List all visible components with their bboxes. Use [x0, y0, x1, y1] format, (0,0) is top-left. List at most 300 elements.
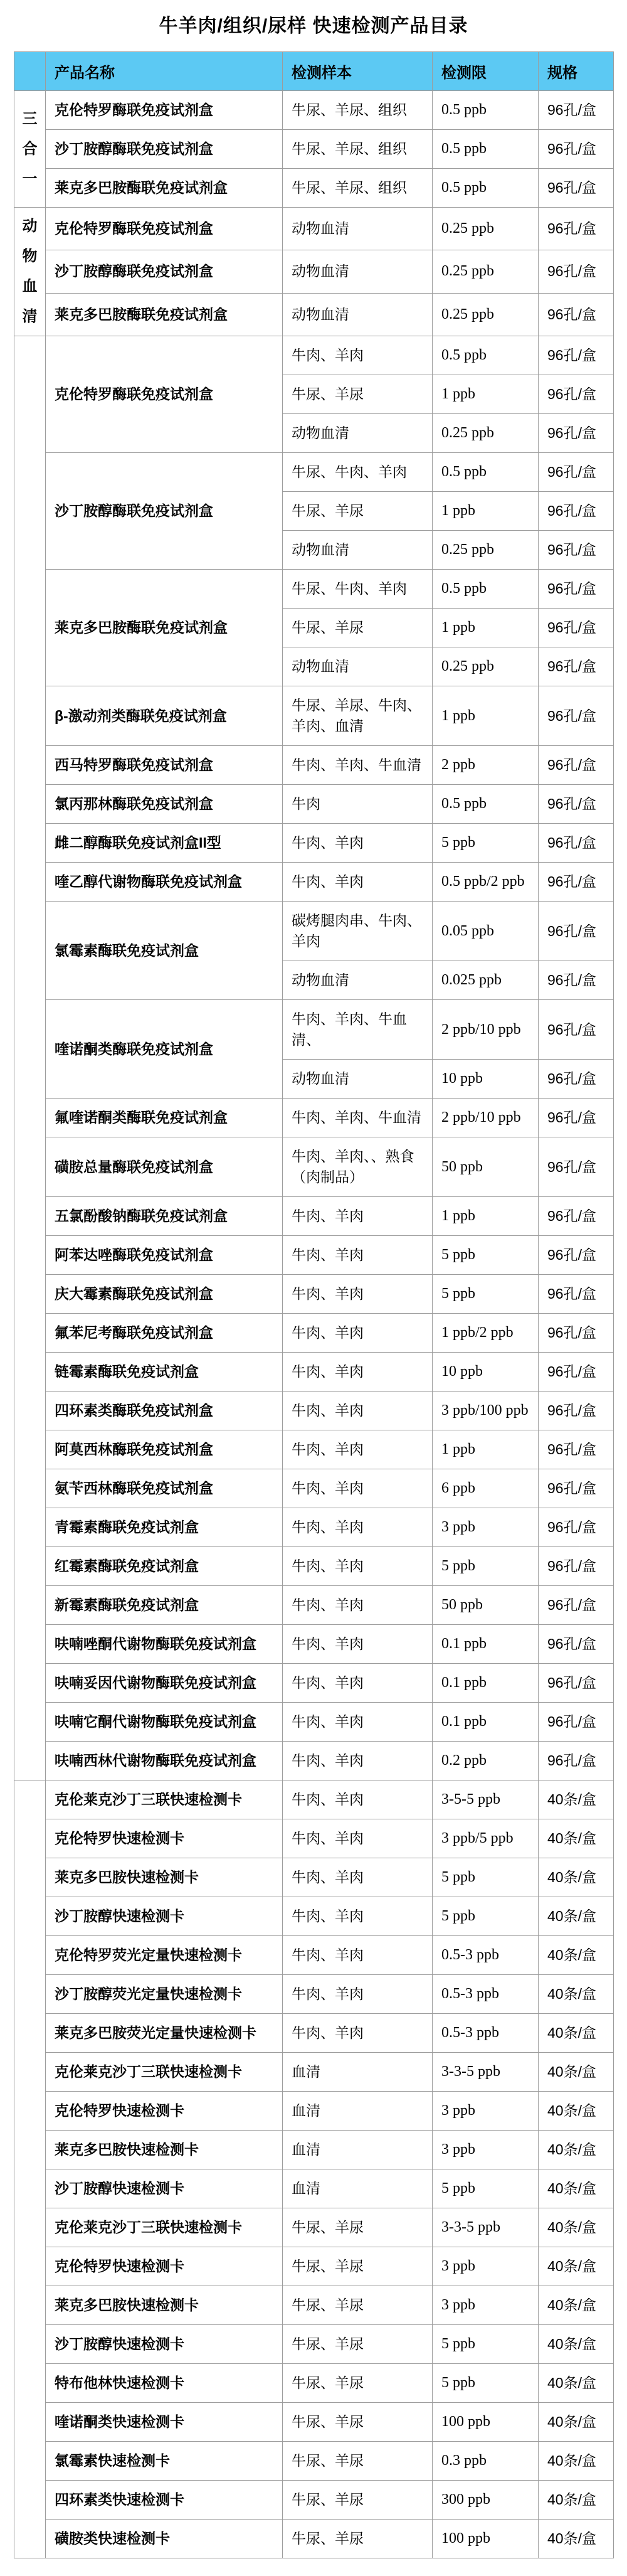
spec-cell: 96孔/盒	[539, 1742, 614, 1780]
sample-cell: 牛尿、牛肉、羊肉	[283, 570, 433, 609]
sample-cell: 血清	[283, 2092, 433, 2131]
limit-cell: 0.25 ppb	[433, 414, 539, 453]
sample-cell: 牛尿、羊尿	[283, 2481, 433, 2520]
product-name-cell: 氟喹诺酮类酶联免疫试剂盒	[46, 1099, 283, 1137]
sample-cell: 牛肉、羊肉	[283, 1586, 433, 1625]
limit-cell: 0.5-3 ppb	[433, 1975, 539, 2014]
table-row	[14, 2131, 614, 2169]
spec-cell: 96孔/盒	[539, 1275, 614, 1314]
table-row	[14, 1430, 614, 1469]
sample-cell: 牛肉、羊肉	[283, 2014, 433, 2053]
limit-cell: 0.5 ppb	[433, 570, 539, 609]
table-row	[14, 91, 614, 130]
spec-cell: 40条/盒	[539, 2325, 614, 2364]
product-name-cell: 克伦特罗荧光定量快速检测卡	[46, 1936, 283, 1975]
spec-cell: 40条/盒	[539, 1936, 614, 1975]
limit-cell: 50 ppb	[433, 1137, 539, 1197]
spec-cell: 40条/盒	[539, 2169, 614, 2208]
sample-cell: 牛肉、羊肉	[283, 824, 433, 863]
spec-cell: 96孔/盒	[539, 1236, 614, 1275]
table-row	[14, 1236, 614, 1275]
sample-cell: 动物血清	[283, 414, 433, 453]
limit-cell: 5 ppb	[433, 1897, 539, 1936]
sample-cell: 牛尿、羊尿	[283, 375, 433, 414]
table-row	[14, 1137, 614, 1197]
table-row	[14, 2092, 614, 2131]
limit-cell: 3-3-5 ppb	[433, 2053, 539, 2092]
sample-cell: 牛肉、羊肉	[283, 1197, 433, 1236]
table-row	[14, 1975, 614, 2014]
table-row	[14, 2286, 614, 2325]
sample-cell: 动物血清	[283, 208, 433, 250]
table-row	[14, 1392, 614, 1430]
product-name-cell: 特布他林快速检测卡	[46, 2364, 283, 2403]
spec-cell: 96孔/盒	[539, 1664, 614, 1703]
sample-cell: 牛肉、羊肉、牛血清	[283, 746, 433, 785]
spec-cell: 96孔/盒	[539, 293, 614, 336]
product-name-cell: 阿苯达唑酶联免疫试剂盒	[46, 1236, 283, 1275]
product-name-cell: 克伦莱克沙丁三联快速检测卡	[46, 2053, 283, 2092]
limit-cell: 5 ppb	[433, 1236, 539, 1275]
product-name-cell: 青霉素酶联免疫试剂盒	[46, 1508, 283, 1547]
sample-cell: 牛尿、牛肉、羊肉	[283, 453, 433, 492]
spec-cell: 96孔/盒	[539, 1547, 614, 1586]
table-row	[14, 1586, 614, 1625]
table-row	[14, 1547, 614, 1586]
spec-cell: 96孔/盒	[539, 91, 614, 130]
group-label-cell	[14, 208, 46, 336]
table-row	[14, 1819, 614, 1858]
spec-cell: 96孔/盒	[539, 531, 614, 570]
limit-cell: 0.5 ppb	[433, 169, 539, 208]
table-row	[14, 1275, 614, 1314]
sample-cell: 牛肉、羊肉、、熟食（肉制品）	[283, 1137, 433, 1197]
spec-cell: 40条/盒	[539, 1819, 614, 1858]
product-name-cell: 氨苄西林酶联免疫试剂盒	[46, 1469, 283, 1508]
table-row	[14, 1780, 614, 1819]
limit-cell: 1 ppb	[433, 1197, 539, 1236]
footer-spacer	[0, 2558, 627, 2576]
table-row	[14, 130, 614, 169]
catalog-table-body	[14, 91, 614, 2558]
table-row	[14, 2208, 614, 2247]
limit-cell: 0.3 ppb	[433, 2442, 539, 2481]
product-name-cell: 呋喃它酮代谢物酶联免疫试剂盒	[46, 1703, 283, 1742]
spec-cell: 96孔/盒	[539, 169, 614, 208]
spec-cell: 96孔/盒	[539, 1469, 614, 1508]
table-row	[14, 336, 614, 375]
limit-cell: 1 ppb	[433, 609, 539, 647]
product-name-cell: 呋喃妥因代谢物酶联免疫试剂盒	[46, 1664, 283, 1703]
spec-cell: 96孔/盒	[539, 824, 614, 863]
product-name-cell: 莱克多巴胺酶联免疫试剂盒	[46, 169, 283, 208]
product-name-cell: 克伦特罗酶联免疫试剂盒	[46, 336, 283, 453]
limit-cell: 0.25 ppb	[433, 208, 539, 250]
table-row	[14, 686, 614, 746]
table-row	[14, 2325, 614, 2364]
table-row	[14, 453, 614, 492]
product-name-cell: 五氯酚酸钠酶联免疫试剂盒	[46, 1197, 283, 1236]
sample-cell: 牛肉、羊肉	[283, 1742, 433, 1780]
spec-cell: 96孔/盒	[539, 1703, 614, 1742]
limit-cell: 0.25 ppb	[433, 647, 539, 686]
sample-cell: 牛肉、羊肉、牛血清	[283, 1099, 433, 1137]
sample-cell: 血清	[283, 2169, 433, 2208]
product-name-cell: 沙丁胺醇酶联免疫试剂盒	[46, 130, 283, 169]
limit-cell: 100 ppb	[433, 2403, 539, 2442]
table-row	[14, 169, 614, 208]
limit-cell: 0.25 ppb	[433, 293, 539, 336]
column-header-spec: 规格	[539, 52, 614, 91]
table-row	[14, 2169, 614, 2208]
spec-cell: 96孔/盒	[539, 453, 614, 492]
limit-cell: 5 ppb	[433, 824, 539, 863]
product-name-cell: 克伦莱克沙丁三联快速检测卡	[46, 2208, 283, 2247]
column-header-group	[14, 52, 46, 91]
header-row	[14, 52, 614, 91]
spec-cell: 40条/盒	[539, 2481, 614, 2520]
product-name-cell: 沙丁胺醇快速检测卡	[46, 2325, 283, 2364]
column-header-sample: 检测样本	[283, 52, 433, 91]
page-title: 牛羊肉/组织/尿样 快速检测产品目录	[159, 16, 468, 36]
product-name-cell: 克伦特罗快速检测卡	[46, 1819, 283, 1858]
sample-cell: 牛肉、羊肉	[283, 1508, 433, 1547]
limit-cell: 1 ppb	[433, 492, 539, 531]
limit-cell: 5 ppb	[433, 2364, 539, 2403]
limit-cell: 0.5 ppb	[433, 453, 539, 492]
spec-cell: 40条/盒	[539, 1897, 614, 1936]
table-row	[14, 824, 614, 863]
spec-cell: 96孔/盒	[539, 336, 614, 375]
limit-cell: 0.5 ppb	[433, 336, 539, 375]
product-name-cell: 阿莫西林酶联免疫试剂盒	[46, 1430, 283, 1469]
group-label-cell	[14, 336, 46, 1780]
product-catalog-table	[14, 51, 614, 2558]
sample-cell: 动物血清	[283, 531, 433, 570]
limit-cell: 1 ppb	[433, 1430, 539, 1469]
spec-cell: 96孔/盒	[539, 492, 614, 531]
spec-cell: 40条/盒	[539, 2053, 614, 2092]
spec-cell: 96孔/盒	[539, 746, 614, 785]
spec-cell: 96孔/盒	[539, 208, 614, 250]
product-name-cell: 新霉素酶联免疫试剂盒	[46, 1586, 283, 1625]
limit-cell: 3 ppb	[433, 2092, 539, 2131]
sample-cell: 动物血清	[283, 293, 433, 336]
table-row	[14, 746, 614, 785]
sample-cell: 动物血清	[283, 647, 433, 686]
product-name-cell: 喹诺酮类快速检测卡	[46, 2403, 283, 2442]
product-name-cell: 四环素类快速检测卡	[46, 2481, 283, 2520]
sample-cell: 牛肉、羊肉	[283, 1819, 433, 1858]
limit-cell: 0.5 ppb	[433, 785, 539, 824]
sample-cell: 牛尿、羊尿	[283, 2364, 433, 2403]
sample-cell: 碳烤腿肉串、牛肉、羊肉	[283, 902, 433, 961]
limit-cell: 5 ppb	[433, 1547, 539, 1586]
table-header	[14, 52, 614, 91]
spec-cell: 40条/盒	[539, 1975, 614, 2014]
table-row	[14, 1099, 614, 1137]
limit-cell: 3 ppb	[433, 1508, 539, 1547]
product-name-cell: 呋喃西林代谢物酶联免疫试剂盒	[46, 1742, 283, 1780]
limit-cell: 10 ppb	[433, 1353, 539, 1392]
product-name-cell: 莱克多巴胺快速检测卡	[46, 2131, 283, 2169]
table-row	[14, 2364, 614, 2403]
sample-cell: 牛肉	[283, 785, 433, 824]
table-row	[14, 1664, 614, 1703]
spec-cell: 96孔/盒	[539, 130, 614, 169]
spec-cell: 40条/盒	[539, 2014, 614, 2053]
product-name-cell: 氯霉素酶联免疫试剂盒	[46, 902, 283, 1000]
product-name-cell: 磺胺总量酶联免疫试剂盒	[46, 1137, 283, 1197]
spec-cell: 96孔/盒	[539, 686, 614, 746]
spec-cell: 40条/盒	[539, 1858, 614, 1897]
spec-cell: 96孔/盒	[539, 647, 614, 686]
spec-cell: 96孔/盒	[539, 609, 614, 647]
product-name-cell: 莱克多巴胺酶联免疫试剂盒	[46, 570, 283, 686]
spec-cell: 96孔/盒	[539, 1137, 614, 1197]
limit-cell: 5 ppb	[433, 2325, 539, 2364]
sample-cell: 牛肉、羊肉、牛血清、	[283, 1000, 433, 1060]
sample-cell: 牛肉、羊肉	[283, 1625, 433, 1664]
product-name-cell: 克伦莱克沙丁三联快速检测卡	[46, 1780, 283, 1819]
limit-cell: 2 ppb	[433, 746, 539, 785]
spec-cell: 40条/盒	[539, 2247, 614, 2286]
sample-cell: 牛肉、羊肉	[283, 1314, 433, 1353]
limit-cell: 5 ppb	[433, 2169, 539, 2208]
product-name-cell: 西马特罗酶联免疫试剂盒	[46, 746, 283, 785]
sample-cell: 牛尿、羊尿	[283, 2286, 433, 2325]
sample-cell: 牛肉、羊肉	[283, 1392, 433, 1430]
spec-cell: 96孔/盒	[539, 1392, 614, 1430]
spec-cell: 40条/盒	[539, 2208, 614, 2247]
sample-cell: 牛肉、羊肉	[283, 1547, 433, 1586]
limit-cell: 0.025 ppb	[433, 961, 539, 1000]
sample-cell: 牛肉、羊肉	[283, 1858, 433, 1897]
spec-cell: 96孔/盒	[539, 1060, 614, 1099]
spec-cell: 40条/盒	[539, 2364, 614, 2403]
sample-cell: 牛肉、羊肉	[283, 1430, 433, 1469]
limit-cell: 0.5 ppb	[433, 130, 539, 169]
table-row	[14, 2014, 614, 2053]
spec-cell: 96孔/盒	[539, 961, 614, 1000]
spec-cell: 96孔/盒	[539, 570, 614, 609]
sample-cell: 牛尿、羊尿	[283, 2247, 433, 2286]
sample-cell: 牛肉、羊肉	[283, 1469, 433, 1508]
limit-cell: 1 ppb	[433, 375, 539, 414]
spec-cell: 96孔/盒	[539, 1625, 614, 1664]
product-name-cell: 克伦特罗酶联免疫试剂盒	[46, 91, 283, 130]
product-name-cell: 莱克多巴胺快速检测卡	[46, 1858, 283, 1897]
limit-cell: 6 ppb	[433, 1469, 539, 1508]
limit-cell: 3 ppb	[433, 2286, 539, 2325]
sample-cell: 牛尿、羊尿	[283, 2520, 433, 2558]
sample-cell: 牛尿、羊尿、组织	[283, 91, 433, 130]
sample-cell: 牛尿、羊尿	[283, 2403, 433, 2442]
sample-cell: 牛尿、羊尿	[283, 2208, 433, 2247]
limit-cell: 5 ppb	[433, 1858, 539, 1897]
table-row	[14, 785, 614, 824]
product-name-cell: 喹诺酮类酶联免疫试剂盒	[46, 1000, 283, 1099]
table-row	[14, 2403, 614, 2442]
limit-cell: 10 ppb	[433, 1060, 539, 1099]
product-name-cell: 沙丁胺醇快速检测卡	[46, 2169, 283, 2208]
limit-cell: 1 ppb	[433, 686, 539, 746]
table-row	[14, 863, 614, 902]
table-row	[14, 250, 614, 293]
table-row	[14, 208, 614, 250]
limit-cell: 2 ppb/10 ppb	[433, 1099, 539, 1137]
table-row	[14, 1508, 614, 1547]
table-row	[14, 1000, 614, 1060]
limit-cell: 0.1 ppb	[433, 1664, 539, 1703]
product-name-cell: 呋喃唑酮代谢物酶联免疫试剂盒	[46, 1625, 283, 1664]
spec-cell: 40条/盒	[539, 2403, 614, 2442]
spec-cell: 40条/盒	[539, 2286, 614, 2325]
group-label-cell	[14, 1780, 46, 2558]
table-row	[14, 1469, 614, 1508]
sample-cell: 牛肉、羊肉	[283, 1664, 433, 1703]
limit-cell: 3 ppb	[433, 2247, 539, 2286]
limit-cell: 3-5-5 ppb	[433, 1780, 539, 1819]
table-row	[14, 2247, 614, 2286]
limit-cell: 3 ppb/5 ppb	[433, 1819, 539, 1858]
product-name-cell: 红霉素酶联免疫试剂盒	[46, 1547, 283, 1586]
sample-cell: 牛尿、羊尿	[283, 609, 433, 647]
spec-cell: 40条/盒	[539, 2092, 614, 2131]
limit-cell: 0.5 ppb	[433, 91, 539, 130]
product-name-cell: 莱克多巴胺酶联免疫试剂盒	[46, 293, 283, 336]
product-name-cell: 氯丙那林酶联免疫试剂盒	[46, 785, 283, 824]
spec-cell: 96孔/盒	[539, 414, 614, 453]
table-row	[14, 1353, 614, 1392]
spec-cell: 96孔/盒	[539, 375, 614, 414]
spec-cell: 96孔/盒	[539, 863, 614, 902]
column-header-limit: 检测限	[433, 52, 539, 91]
spec-cell: 96孔/盒	[539, 902, 614, 961]
product-name-cell: 沙丁胺醇快速检测卡	[46, 1897, 283, 1936]
spec-cell: 40条/盒	[539, 2442, 614, 2481]
sample-cell: 牛肉、羊肉	[283, 1780, 433, 1819]
limit-cell: 0.5-3 ppb	[433, 1936, 539, 1975]
product-name-cell: 庆大霉素酶联免疫试剂盒	[46, 1275, 283, 1314]
sample-cell: 血清	[283, 2131, 433, 2169]
limit-cell: 300 ppb	[433, 2481, 539, 2520]
sample-cell: 牛尿、羊尿、组织	[283, 130, 433, 169]
sample-cell: 牛肉、羊肉	[283, 1897, 433, 1936]
sample-cell: 牛肉、羊肉	[283, 863, 433, 902]
sample-cell: 牛尿、羊尿、牛肉、羊肉、血清	[283, 686, 433, 746]
table-row	[14, 1703, 614, 1742]
product-name-cell: 克伦特罗快速检测卡	[46, 2092, 283, 2131]
table-row	[14, 902, 614, 961]
sample-cell: 牛尿、羊尿	[283, 2442, 433, 2481]
limit-cell: 0.2 ppb	[433, 1742, 539, 1780]
product-name-cell: 雌二醇酶联免疫试剂盒II型	[46, 824, 283, 863]
limit-cell: 0.05 ppb	[433, 902, 539, 961]
product-name-cell: 磺胺类快速检测卡	[46, 2520, 283, 2558]
spec-cell: 96孔/盒	[539, 1000, 614, 1060]
product-name-cell: 沙丁胺醇酶联免疫试剂盒	[46, 250, 283, 293]
group-label: 动物血清	[22, 218, 38, 325]
sample-cell: 牛肉、羊肉	[283, 1703, 433, 1742]
limit-cell: 0.1 ppb	[433, 1625, 539, 1664]
limit-cell: 5 ppb	[433, 1275, 539, 1314]
product-name-cell: 莱克多巴胺荧光定量快速检测卡	[46, 2014, 283, 2053]
limit-cell: 3 ppb	[433, 2131, 539, 2169]
limit-cell: 2 ppb/10 ppb	[433, 1000, 539, 1060]
product-name-cell: 沙丁胺醇荧光定量快速检测卡	[46, 1975, 283, 2014]
sample-cell: 动物血清	[283, 1060, 433, 1099]
product-name-cell: 克伦特罗快速检测卡	[46, 2247, 283, 2286]
group-label: 三合一	[22, 110, 38, 188]
spec-cell: 40条/盒	[539, 2520, 614, 2558]
product-name-cell: 莱克多巴胺快速检测卡	[46, 2286, 283, 2325]
sample-cell: 牛肉、羊肉	[283, 336, 433, 375]
spec-cell: 96孔/盒	[539, 1353, 614, 1392]
spec-cell: 96孔/盒	[539, 1430, 614, 1469]
table-row	[14, 1625, 614, 1664]
table-row	[14, 2481, 614, 2520]
limit-cell: 0.5-3 ppb	[433, 2014, 539, 2053]
sample-cell: 牛尿、羊尿	[283, 2325, 433, 2364]
limit-cell: 3-3-5 ppb	[433, 2208, 539, 2247]
sample-cell: 牛肉、羊肉	[283, 1236, 433, 1275]
limit-cell: 0.1 ppb	[433, 1703, 539, 1742]
limit-cell: 100 ppb	[433, 2520, 539, 2558]
spec-cell: 96孔/盒	[539, 1586, 614, 1625]
table-row	[14, 1197, 614, 1236]
table-row	[14, 1314, 614, 1353]
table-row	[14, 1742, 614, 1780]
table-row	[14, 1858, 614, 1897]
table-row	[14, 293, 614, 336]
table-row	[14, 2520, 614, 2558]
product-name-cell: 喹乙醇代谢物酶联免疫试剂盒	[46, 863, 283, 902]
sample-cell: 牛肉、羊肉	[283, 1936, 433, 1975]
spec-cell: 96孔/盒	[539, 1197, 614, 1236]
spec-cell: 96孔/盒	[539, 250, 614, 293]
table-row	[14, 570, 614, 609]
product-name-cell: β-激动剂类酶联免疫试剂盒	[46, 686, 283, 746]
table-row	[14, 2442, 614, 2481]
product-name-cell: 克伦特罗酶联免疫试剂盒	[46, 208, 283, 250]
product-name-cell: 链霉素酶联免疫试剂盒	[46, 1353, 283, 1392]
limit-cell: 1 ppb/2 ppb	[433, 1314, 539, 1353]
group-label-cell	[14, 91, 46, 208]
sample-cell: 血清	[283, 2053, 433, 2092]
table-row	[14, 1897, 614, 1936]
sample-cell: 动物血清	[283, 961, 433, 1000]
table-row	[14, 1936, 614, 1975]
spec-cell: 40条/盒	[539, 1780, 614, 1819]
product-name-cell: 沙丁胺醇酶联免疫试剂盒	[46, 453, 283, 570]
spec-cell: 96孔/盒	[539, 1099, 614, 1137]
table-row	[14, 2053, 614, 2092]
product-name-cell: 氯霉素快速检测卡	[46, 2442, 283, 2481]
sample-cell: 动物血清	[283, 250, 433, 293]
column-header-product: 产品名称	[46, 52, 283, 91]
spec-cell: 96孔/盒	[539, 1314, 614, 1353]
spec-cell: 96孔/盒	[539, 785, 614, 824]
limit-cell: 0.25 ppb	[433, 250, 539, 293]
limit-cell: 50 ppb	[433, 1586, 539, 1625]
sample-cell: 牛肉、羊肉	[283, 1275, 433, 1314]
limit-cell: 0.5 ppb/2 ppb	[433, 863, 539, 902]
spec-cell: 96孔/盒	[539, 1508, 614, 1547]
limit-cell: 3 ppb/100 ppb	[433, 1392, 539, 1430]
spec-cell: 40条/盒	[539, 2131, 614, 2169]
sample-cell: 牛尿、羊尿、组织	[283, 169, 433, 208]
